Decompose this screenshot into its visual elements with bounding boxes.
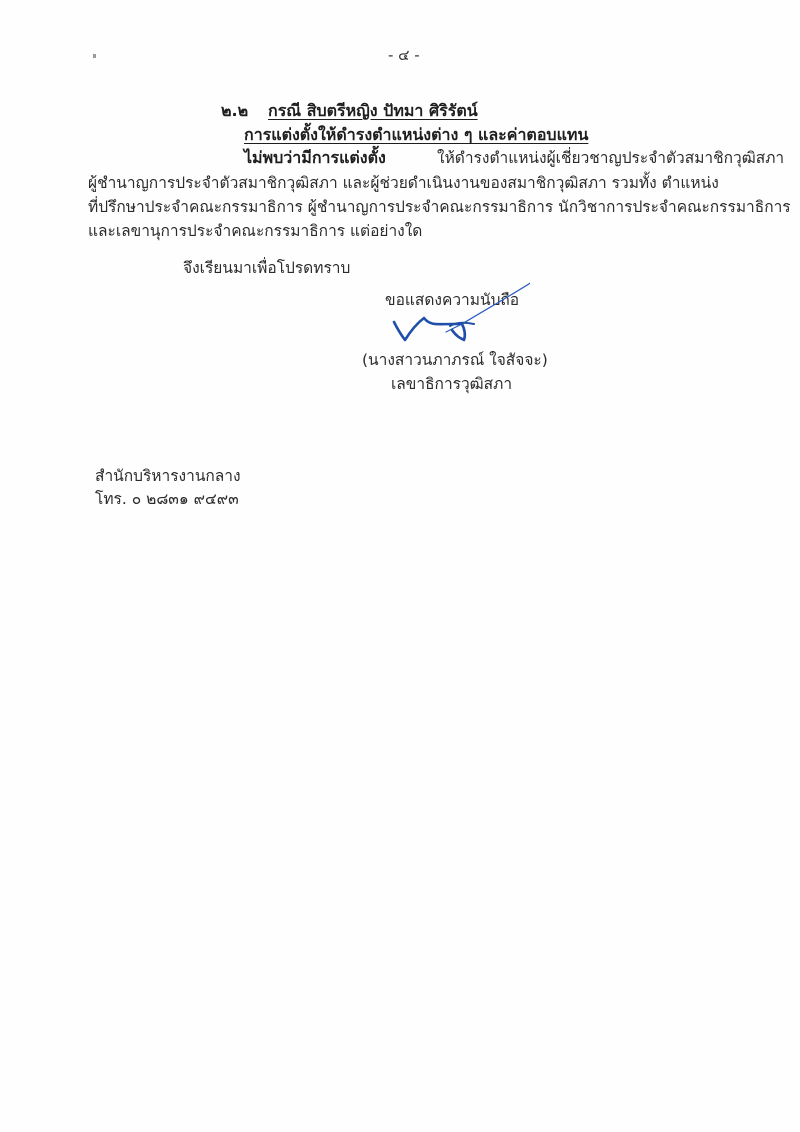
closing-intro: จึงเรียนมาเพื่อโปรดทราบ <box>183 259 351 277</box>
body-line-1-bold: ไม่พบว่ามีการแต่งตั้ง <box>244 148 386 167</box>
section-heading-name: กรณี สิบตรีหญิง ปัทมา ศิริรัตน์ <box>268 101 478 120</box>
section-subheading: การแต่งตั้งให้ดำรงตำแหน่งต่าง ๆ และค่าตอบแทน <box>244 125 589 144</box>
office-name: สำนักบริหารงานกลาง <box>95 467 241 485</box>
body-line-2: ผู้ชำนาญการประจำตัวสมาชิกวุฒิสภา และผู้ช่วยดำเนินงานของสมาชิกวุฒิสภา รวมทั้ง ตำแหน่ง <box>88 174 719 192</box>
signer-name: (นางสาวนภาภรณ์ ใจสัจจะ) <box>362 351 548 369</box>
body-line-4: และเลขานุการประจำคณะกรรมาธิการ แต่อย่างใด <box>88 222 423 240</box>
office-phone: โทร. ๐ ๒๘๓๑ ๙๔๙๓ <box>95 490 239 508</box>
signature-icon <box>390 282 530 352</box>
section-number: ๒.๒ <box>221 101 249 120</box>
scan-speck <box>93 54 96 58</box>
body-line-3: ที่ปรึกษาประจำคณะกรรมาธิการ ผู้ชำนาญการประจำคณะกรรมาธิการ นักวิชาการประจำคณะกรรมาธิการ <box>88 198 791 216</box>
page-number: - ๔ - <box>388 46 420 64</box>
body-line-1: ให้ดำรงตำแหน่งผู้เชี่ยวชาญประจำตัวสมาชิกวุฒิสภา <box>437 149 785 167</box>
signer-title: เลขาธิการวุฒิสภา <box>391 375 513 393</box>
closing-salutation: ขอแสดงความนับถือ <box>385 291 520 309</box>
